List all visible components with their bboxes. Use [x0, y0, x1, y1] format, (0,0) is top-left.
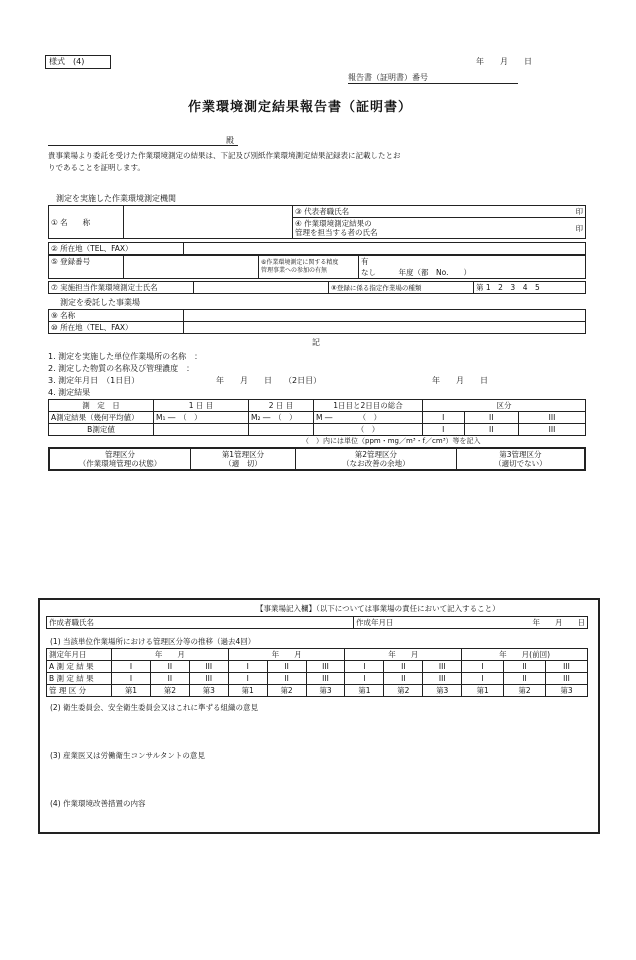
- hist-c-1-1: 第1: [112, 685, 151, 697]
- mgr-seal: 印: [407, 218, 586, 239]
- hist-c-4-2: 第2: [504, 685, 546, 697]
- client-name-value[interactable]: [184, 310, 586, 322]
- hist-b-2-3: III: [306, 673, 345, 685]
- ctrl-3: 第3管理区分 （適切でない）: [456, 448, 585, 470]
- hist-a-4-1: I: [462, 661, 504, 673]
- ki-label: 記: [312, 338, 320, 347]
- a-class-1: I: [423, 412, 465, 424]
- org-name-value[interactable]: [124, 206, 293, 239]
- item-3a: 3. 測定年月日 （1日目）: [48, 376, 140, 385]
- org-table-2: [48, 242, 586, 255]
- row-a-label: A測定結果（幾何平均値）: [49, 412, 154, 424]
- hist-date-2: 年 月: [228, 649, 345, 661]
- hist-c-1-3: 第3: [189, 685, 228, 697]
- b-combined: （ ）: [314, 424, 423, 436]
- hist-b-label: B 測 定 結 果: [47, 673, 112, 685]
- hist-b-3-3: III: [423, 673, 462, 685]
- history-table: [46, 648, 588, 697]
- person-value[interactable]: [194, 282, 329, 294]
- hist-c-3-3: 第3: [423, 685, 462, 697]
- item-2: 2. 測定した物質の名称及び管理濃度 ：: [48, 364, 195, 373]
- page-title: 作業環境測定結果報告書（証明書）: [188, 100, 413, 115]
- control-table: [48, 447, 586, 471]
- b-class-1: I: [423, 424, 465, 436]
- question-4: (4) 作業環境改善措置の内容: [50, 799, 146, 808]
- hist-a-label: A 測 定 結 果: [47, 661, 112, 673]
- cert-no-row: なし 年度（都 No. ）: [359, 267, 586, 279]
- a-combined: M ― （ ）: [314, 412, 423, 424]
- hist-c-3-1: 第1: [345, 685, 384, 697]
- hist-a-2-3: III: [306, 661, 345, 673]
- h-class: 区分: [423, 400, 586, 412]
- author-label: 作成者職氏名: [47, 617, 354, 629]
- hist-b-3-1: I: [345, 673, 384, 685]
- b-class-2: II: [464, 424, 518, 436]
- form-number: 様式 (4): [49, 57, 85, 66]
- ctrl-1: 第1管理区分 （適 切）: [191, 448, 296, 470]
- org-name-label: ① 名 称: [49, 206, 124, 239]
- hist-a-1-1: I: [112, 661, 151, 673]
- hist-c-1-2: 第2: [150, 685, 189, 697]
- hist-c-2-3: 第3: [306, 685, 345, 697]
- intro-text-2: りであることを証明します。: [48, 163, 145, 172]
- hist-b-4-2: II: [504, 673, 546, 685]
- org-section-title: 測定を実施した作業環境測定機関: [56, 194, 176, 203]
- client-address-value[interactable]: [184, 322, 586, 334]
- registration-value[interactable]: [124, 256, 259, 279]
- hist-c-3-2: 第2: [384, 685, 423, 697]
- hist-a-4-2: II: [504, 661, 546, 673]
- intro-text-1: 貴事業場より委託を受けた作業環境測定の結果は、下記及び別紙作業環境測定結果記録表に記載したとお: [48, 151, 401, 160]
- history-title: (1) 当該単位作業場所における管理区分等の推移（過去4回）: [50, 637, 256, 646]
- mgr-label: ④ 作業環境測定結果の 管理を担当する者の氏名: [293, 218, 408, 239]
- client-table: [48, 309, 586, 334]
- h-day1: 1 日 目: [154, 400, 249, 412]
- hist-b-1-2: II: [150, 673, 189, 685]
- hist-c-2-2: 第2: [267, 685, 306, 697]
- item-1: 1. 測定を実施した単位作業場所の名称 ：: [48, 352, 203, 361]
- h-day2: 2 日 目: [249, 400, 314, 412]
- report-date: 年 月 日: [476, 57, 532, 66]
- hist-a-1-2: II: [150, 661, 189, 673]
- item-3b: 年 月 日 （2日目）: [216, 376, 322, 385]
- org-table-4: [48, 281, 586, 294]
- hist-a-2-1: I: [228, 661, 267, 673]
- report-number: 報告書（証明書）番号: [348, 72, 518, 84]
- b-day1[interactable]: [154, 424, 249, 436]
- addressee-line: [48, 145, 238, 146]
- hist-a-4-3: III: [545, 661, 587, 673]
- hist-a-3-2: II: [384, 661, 423, 673]
- rep-label: ③ 代表者職氏名: [293, 206, 408, 218]
- hist-ctrl-label: 管 理 区 分: [47, 685, 112, 697]
- hist-b-1-1: I: [112, 673, 151, 685]
- hist-a-2-2: II: [267, 661, 306, 673]
- org-table: [48, 205, 586, 239]
- hist-b-4-3: III: [545, 673, 587, 685]
- hist-b-4-1: I: [462, 673, 504, 685]
- hist-c-2-1: 第1: [228, 685, 267, 697]
- category-values: 第 1 2 3 4 5: [474, 282, 586, 294]
- ctrl-2: 第2管理区分 （なお改善の余地）: [295, 448, 456, 470]
- address-label: ② 所在地（TEL、FAX）: [49, 243, 184, 255]
- client-address-label: ⑩ 所在地（TEL、FAX）: [49, 322, 184, 334]
- h-combined: 1日目と2日目の総合: [314, 400, 423, 412]
- b-class-3: III: [518, 424, 585, 436]
- hist-b-2-2: II: [267, 673, 306, 685]
- hist-date-1: 年 月: [112, 649, 229, 661]
- row-b-label: B測定値: [49, 424, 154, 436]
- client-name-label: ⑨ 名称: [49, 310, 184, 322]
- created-label: 作成年月日: [354, 617, 459, 629]
- hist-date-3: 年 月: [345, 649, 462, 661]
- hist-a-1-3: III: [189, 661, 228, 673]
- unit-note: （ ）内には単位（ppm・mg／m³・f／cm³）等を記入: [302, 437, 481, 445]
- org-table-3: [48, 255, 586, 279]
- registration-label: ⑤ 登録番号: [49, 256, 124, 279]
- author-table: [46, 616, 588, 629]
- cert-yes: 有: [359, 256, 586, 268]
- hist-c-4-3: 第3: [545, 685, 587, 697]
- results-table: [48, 399, 586, 436]
- rep-seal: 印: [407, 206, 586, 218]
- h-measure: 測 定 日: [49, 400, 154, 412]
- hist-a-3-3: III: [423, 661, 462, 673]
- question-3: (3) 産業医又は労働衛生コンサルタントの意見: [50, 751, 205, 760]
- created-date: 年 月 日: [458, 617, 588, 629]
- hist-c-4-1: 第1: [462, 685, 504, 697]
- hist-b-3-2: II: [384, 673, 423, 685]
- address-value[interactable]: [184, 243, 586, 255]
- a-day1: M₁ ― （ ）: [154, 412, 249, 424]
- a-day2: M₂ ― （ ）: [249, 412, 314, 424]
- a-class-2: II: [464, 412, 518, 424]
- addressee: 殿: [226, 136, 234, 145]
- cert-label: ⑥作業環境測定に関する精度 管理事業への参加の有無: [259, 256, 359, 279]
- a-class-3: III: [518, 412, 585, 424]
- ctrl-label: 管理区分 （作業環境管理の状態）: [49, 448, 191, 470]
- client-section-title: 測定を委託した事業場: [60, 298, 140, 307]
- hist-b-2-1: I: [228, 673, 267, 685]
- employer-title: 【事業場記入欄】（以下については事業場の責任において記入すること）: [256, 604, 500, 613]
- item-3c: 年 月 日: [432, 376, 488, 385]
- b-day2[interactable]: [249, 424, 314, 436]
- item-4: 4. 測定結果: [48, 388, 91, 397]
- hist-a-3-1: I: [345, 661, 384, 673]
- person-label: ⑦ 実施担当作業環境測定士氏名: [49, 282, 194, 294]
- hist-b-1-3: III: [189, 673, 228, 685]
- question-2: (2) 衛生委員会、安全衛生委員会又はこれに準ずる組織の意見: [50, 703, 259, 712]
- category-label: ⑧登録に係る指定作業場の種類: [329, 282, 474, 294]
- hist-date-label: 測定年月日: [47, 649, 112, 661]
- hist-date-4: 年 月(前回): [462, 649, 588, 661]
